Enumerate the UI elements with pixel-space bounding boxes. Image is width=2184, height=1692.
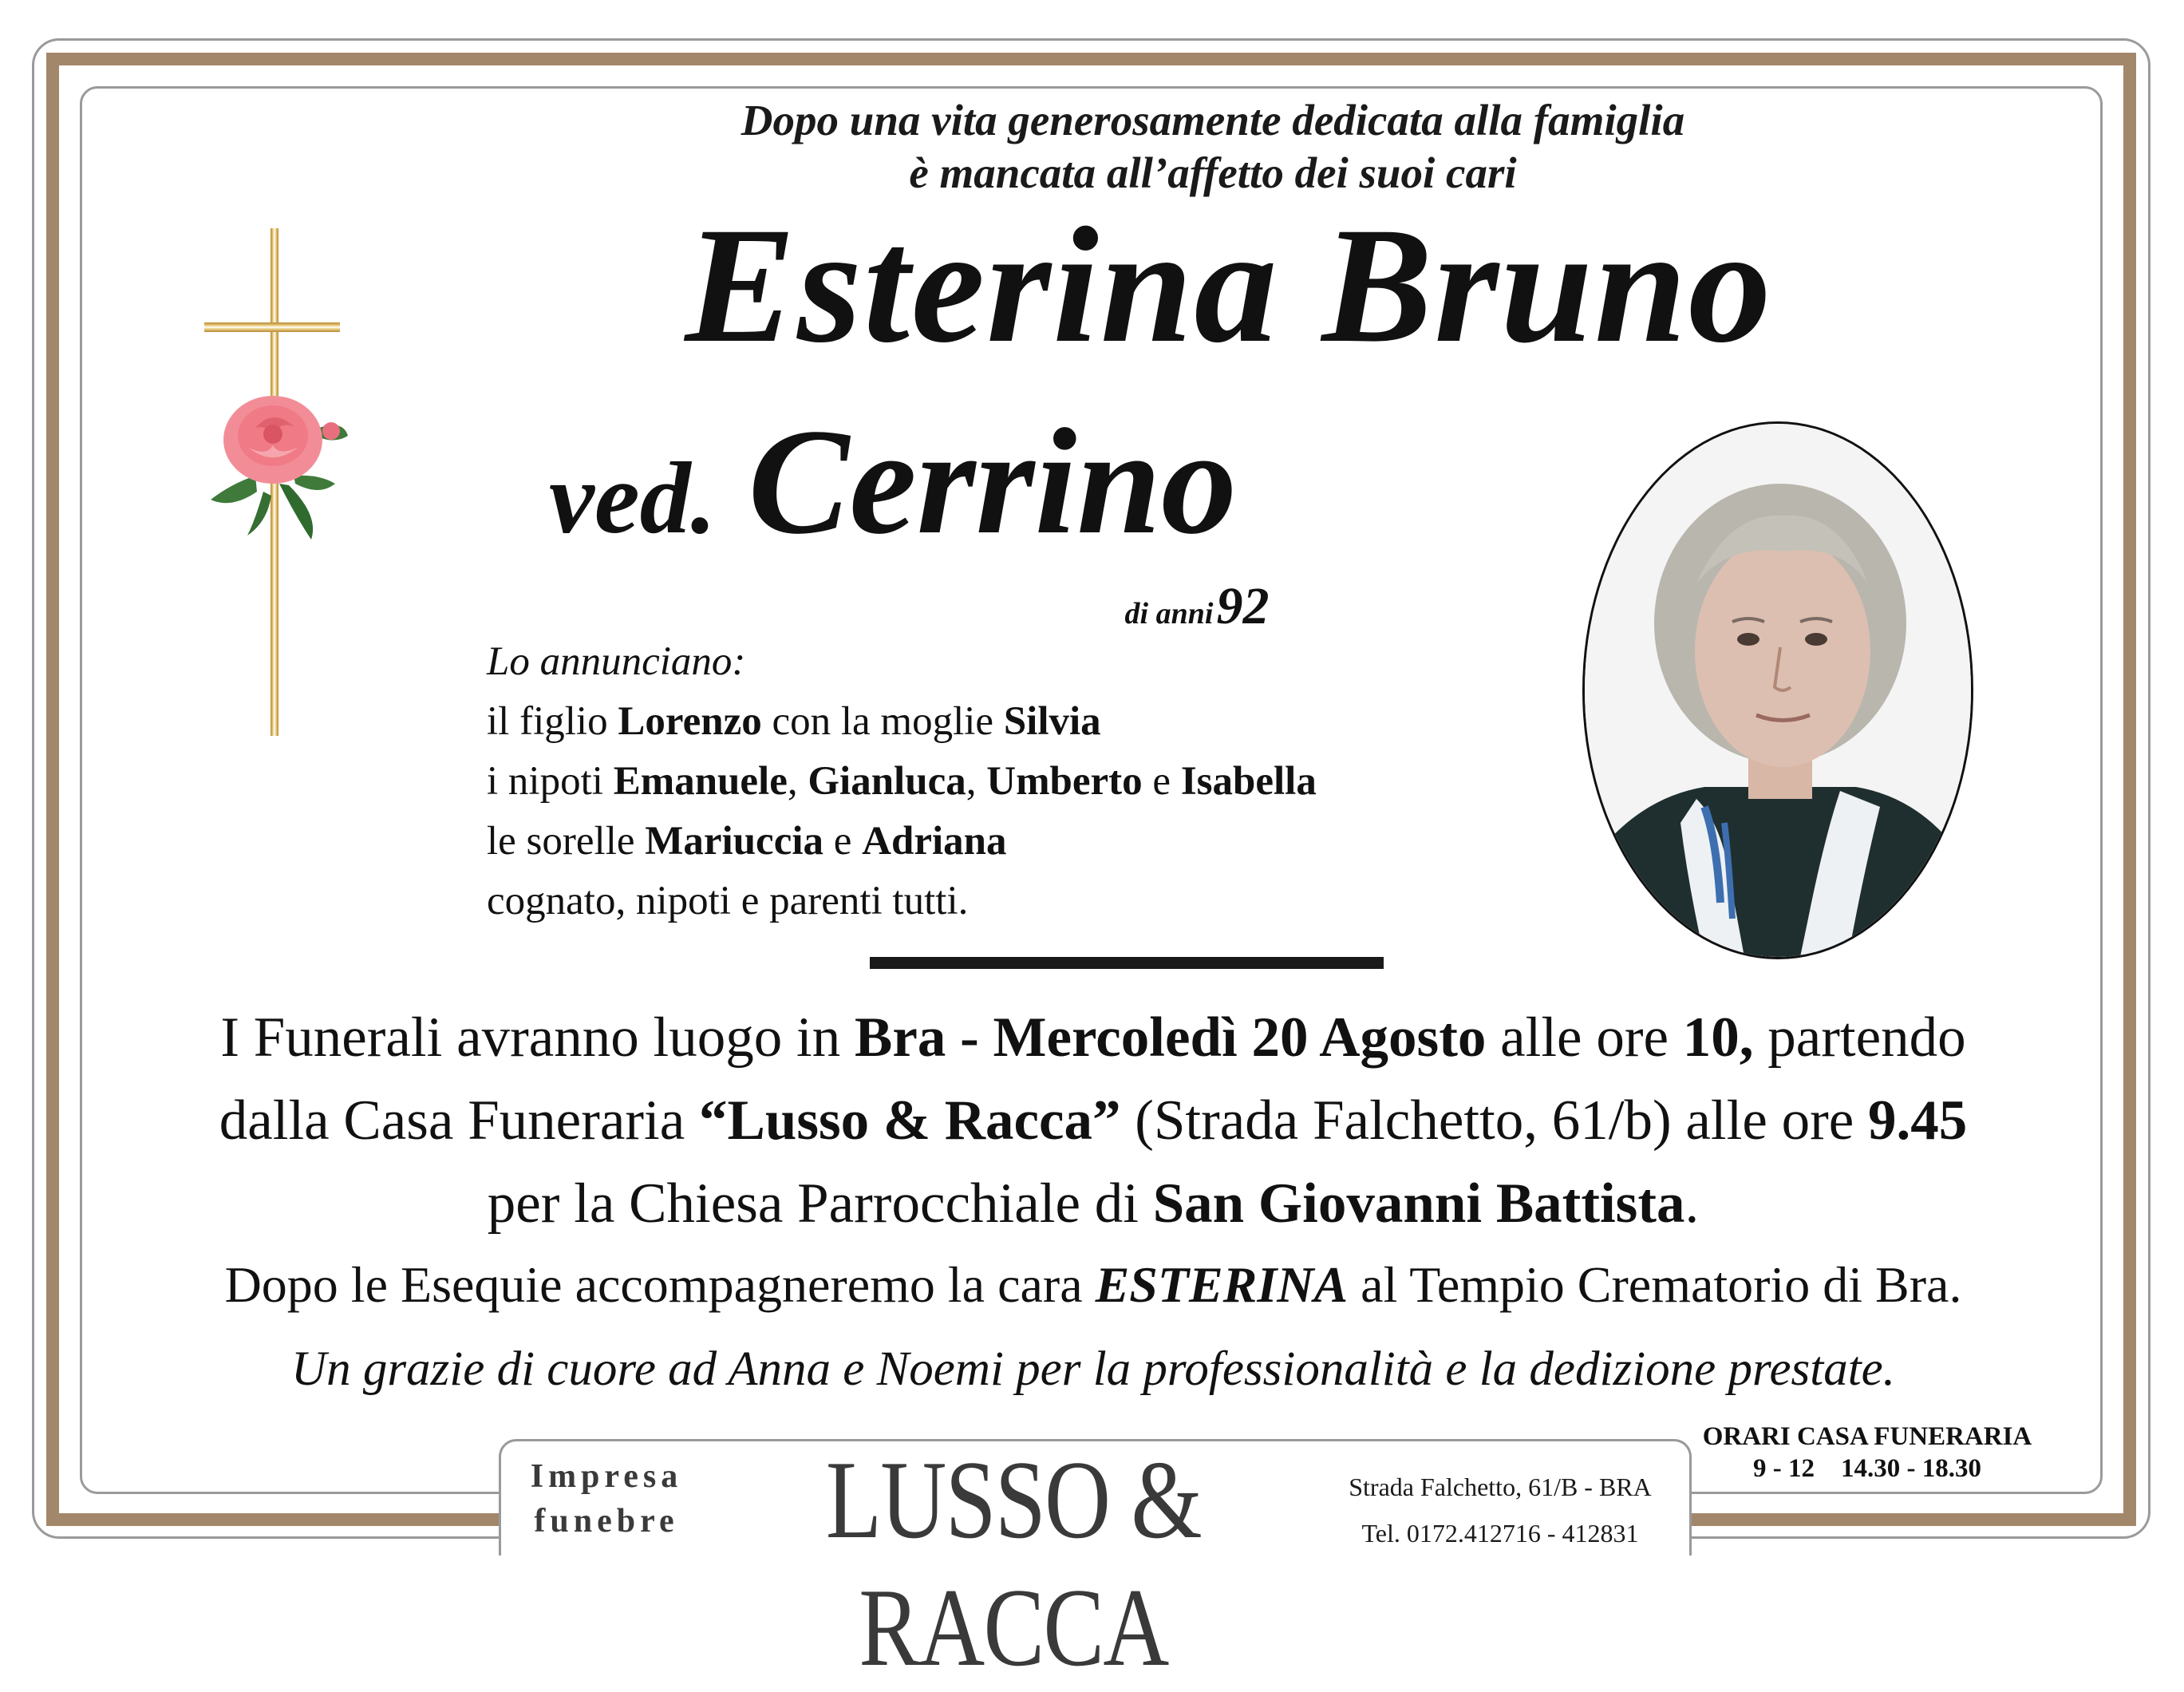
widow-prefix: ved. [549,441,717,555]
text: I Funerali avranno luogo in [220,1006,855,1069]
funebre-text: funebre [534,1503,679,1540]
text: e [1142,759,1181,804]
text: , [966,759,987,804]
hours-values: 9 - 12 14.30 - 18.30 [1753,1454,1981,1483]
funeral-home-contact [1325,1464,1676,1556]
impresa-funebre-label [519,1454,694,1544]
text: e [823,819,863,864]
time: 10, [1682,1006,1754,1069]
text: il figlio [487,699,618,744]
announcers-lead: Lo annunciano: [487,639,746,684]
age-line [1037,576,1357,637]
announcer-line-4: cognato, nipoti e parenti tutti. [487,879,969,923]
departure-time: 9.45 [1868,1089,1968,1152]
text: partendo [1753,1006,1966,1069]
announcer-line-1 [487,692,1524,752]
name-lorenzo: Lorenzo [618,699,762,744]
age-label: di anni [1124,597,1214,631]
deceased-name: Esterina Bruno [685,193,1773,377]
church-name: San Giovanni Battista [1152,1172,1685,1235]
name-gianluca: Gianluca [808,759,966,804]
announcer-line-3 [487,812,1524,872]
portrait-photo [1582,421,1973,959]
funeral-details [96,996,2091,1245]
name-adriana: Adriana [862,819,1007,864]
name-emanuele: Emanuele [613,759,788,804]
funeral-line-2 [96,1079,2091,1162]
name-silvia: Silvia [1003,699,1101,744]
announcer-line-2 [487,752,1524,812]
text: Dopo le Esequie accompagneremo la cara [224,1256,1096,1313]
married-name: Cerrino [748,398,1238,566]
text: le sorelle [487,819,646,864]
rose-icon [199,380,351,548]
funeral-line-3 [96,1162,2091,1245]
intro-line-1: Dopo una vita generosamente dedicata alla famiglia [741,96,1685,144]
intro-text [447,94,1979,200]
intro-line-2: è mancata all’affetto dei suoi cari [909,148,1517,197]
cross-horizontal-bar [204,322,340,332]
name-umberto: Umberto [986,759,1143,804]
address: Strada Falchetto, 61/B - BRA [1349,1473,1652,1501]
thanks-note: Un grazie di cuore ad Anna e Noemi per la professionalità e la dedizione prestate. [291,1342,1895,1396]
text: al Tempio Crematorio di Bra. [1348,1256,1962,1313]
funeral-line-1 [96,996,2091,1079]
text: con la moglie [761,699,1004,744]
funeral-home-logo: LUSSO & RACCA [825,1438,1202,1690]
text: alle ore [1486,1006,1683,1069]
text: i nipoti [487,759,614,804]
funeral-home-name: “Lusso & Racca” [698,1089,1121,1152]
text: per la Chiesa Parrocchiale di [487,1172,1153,1235]
hours-title: ORARI CASA FUNERARIA [1702,1422,2032,1451]
opening-hours [1700,1421,2035,1484]
text: (Strada Falchetto, 61/b) alle ore [1120,1089,1869,1152]
divider-rule [870,957,1384,969]
age-value: 92 [1216,577,1270,635]
married-name-line [549,394,1586,586]
text: . [1684,1172,1700,1235]
text: , [787,759,808,804]
deceased-first-name: ESTERINA [1095,1256,1349,1313]
place-date: Bra - Mercoledì 20 Agosto [854,1006,1487,1069]
telephone: Tel. 0172.412716 - 412831 [1361,1519,1639,1548]
cremation-note [96,1250,2091,1320]
announcers-block [487,632,1524,931]
name-isabella: Isabella [1180,759,1317,804]
portrait-image [1585,424,1971,957]
impresa-text: Impresa [530,1458,683,1495]
name-mariuccia: Mariuccia [645,819,823,864]
text: dalla Casa Funeraria [219,1089,699,1152]
